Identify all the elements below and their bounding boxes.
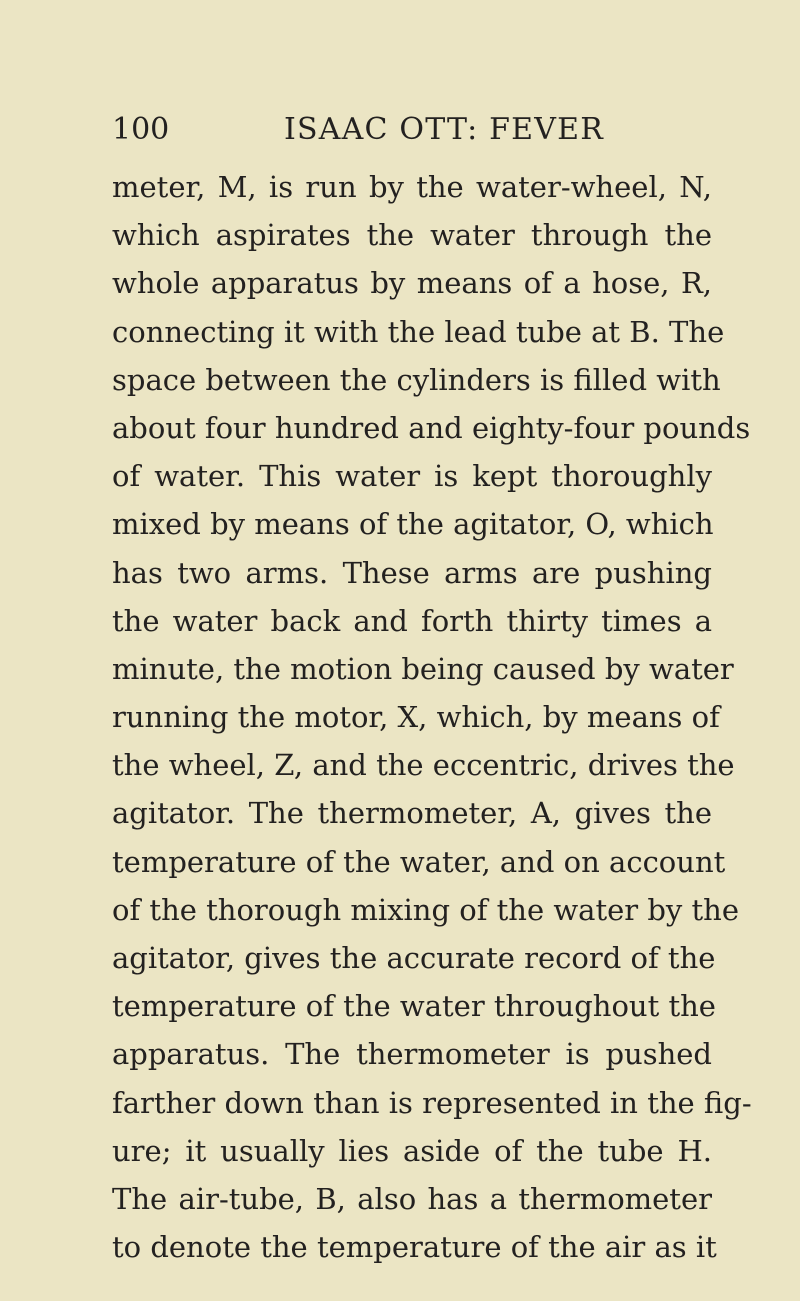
text-line: temperature of the water throughout the [112, 989, 716, 1024]
text-line: The air-tube, B, also has a thermometer [112, 1181, 712, 1216]
text-line: of the thorough mixing of the water by the [112, 892, 740, 927]
running-title: ISAAC OTT: FEVER [284, 112, 605, 147]
text-line: running the motor, X, which, by means of [112, 700, 720, 735]
page-number: 100 [112, 112, 170, 147]
text-line: minute, the motion being caused by water [112, 651, 734, 686]
text-line: the wheel, Z, and the eccentric, drives the [112, 748, 735, 783]
text-line: of water. This water is kept thoroughly [112, 459, 712, 494]
text-line: whole apparatus by means of a hose, R, [112, 266, 712, 301]
text-line: agitator. The thermometer, A, gives the [112, 796, 712, 831]
text-line: the water back and forth thirty times a [112, 603, 712, 638]
text-line: agitator, gives the accurate record of the [112, 941, 716, 975]
text-line: farther down than is represented in the fig- [112, 1085, 752, 1120]
text-line: temperature of the water, and on account [112, 844, 726, 879]
running-head [112, 106, 692, 154]
text-line: has two arms. These arms are pushing [112, 555, 712, 590]
text-line: connecting it with the lead tube at B. The [112, 314, 725, 349]
text-line: space between the cylinders is filled with [112, 362, 721, 397]
text-line: to denote the temperature of the air as it [112, 1230, 717, 1265]
body-text [112, 163, 752, 1271]
text-line: about four hundred and eighty-four pounds [112, 410, 751, 445]
text-line: which aspirates the water through the [112, 218, 712, 253]
text-line: mixed by means of the agitator, O, which [112, 507, 714, 542]
text-line: apparatus. The thermometer is pushed [112, 1037, 712, 1072]
text-line: meter, M, is run by the water-wheel, N, [112, 170, 712, 204]
text-line: ure; it usually lies aside of the tube H. [112, 1133, 712, 1168]
